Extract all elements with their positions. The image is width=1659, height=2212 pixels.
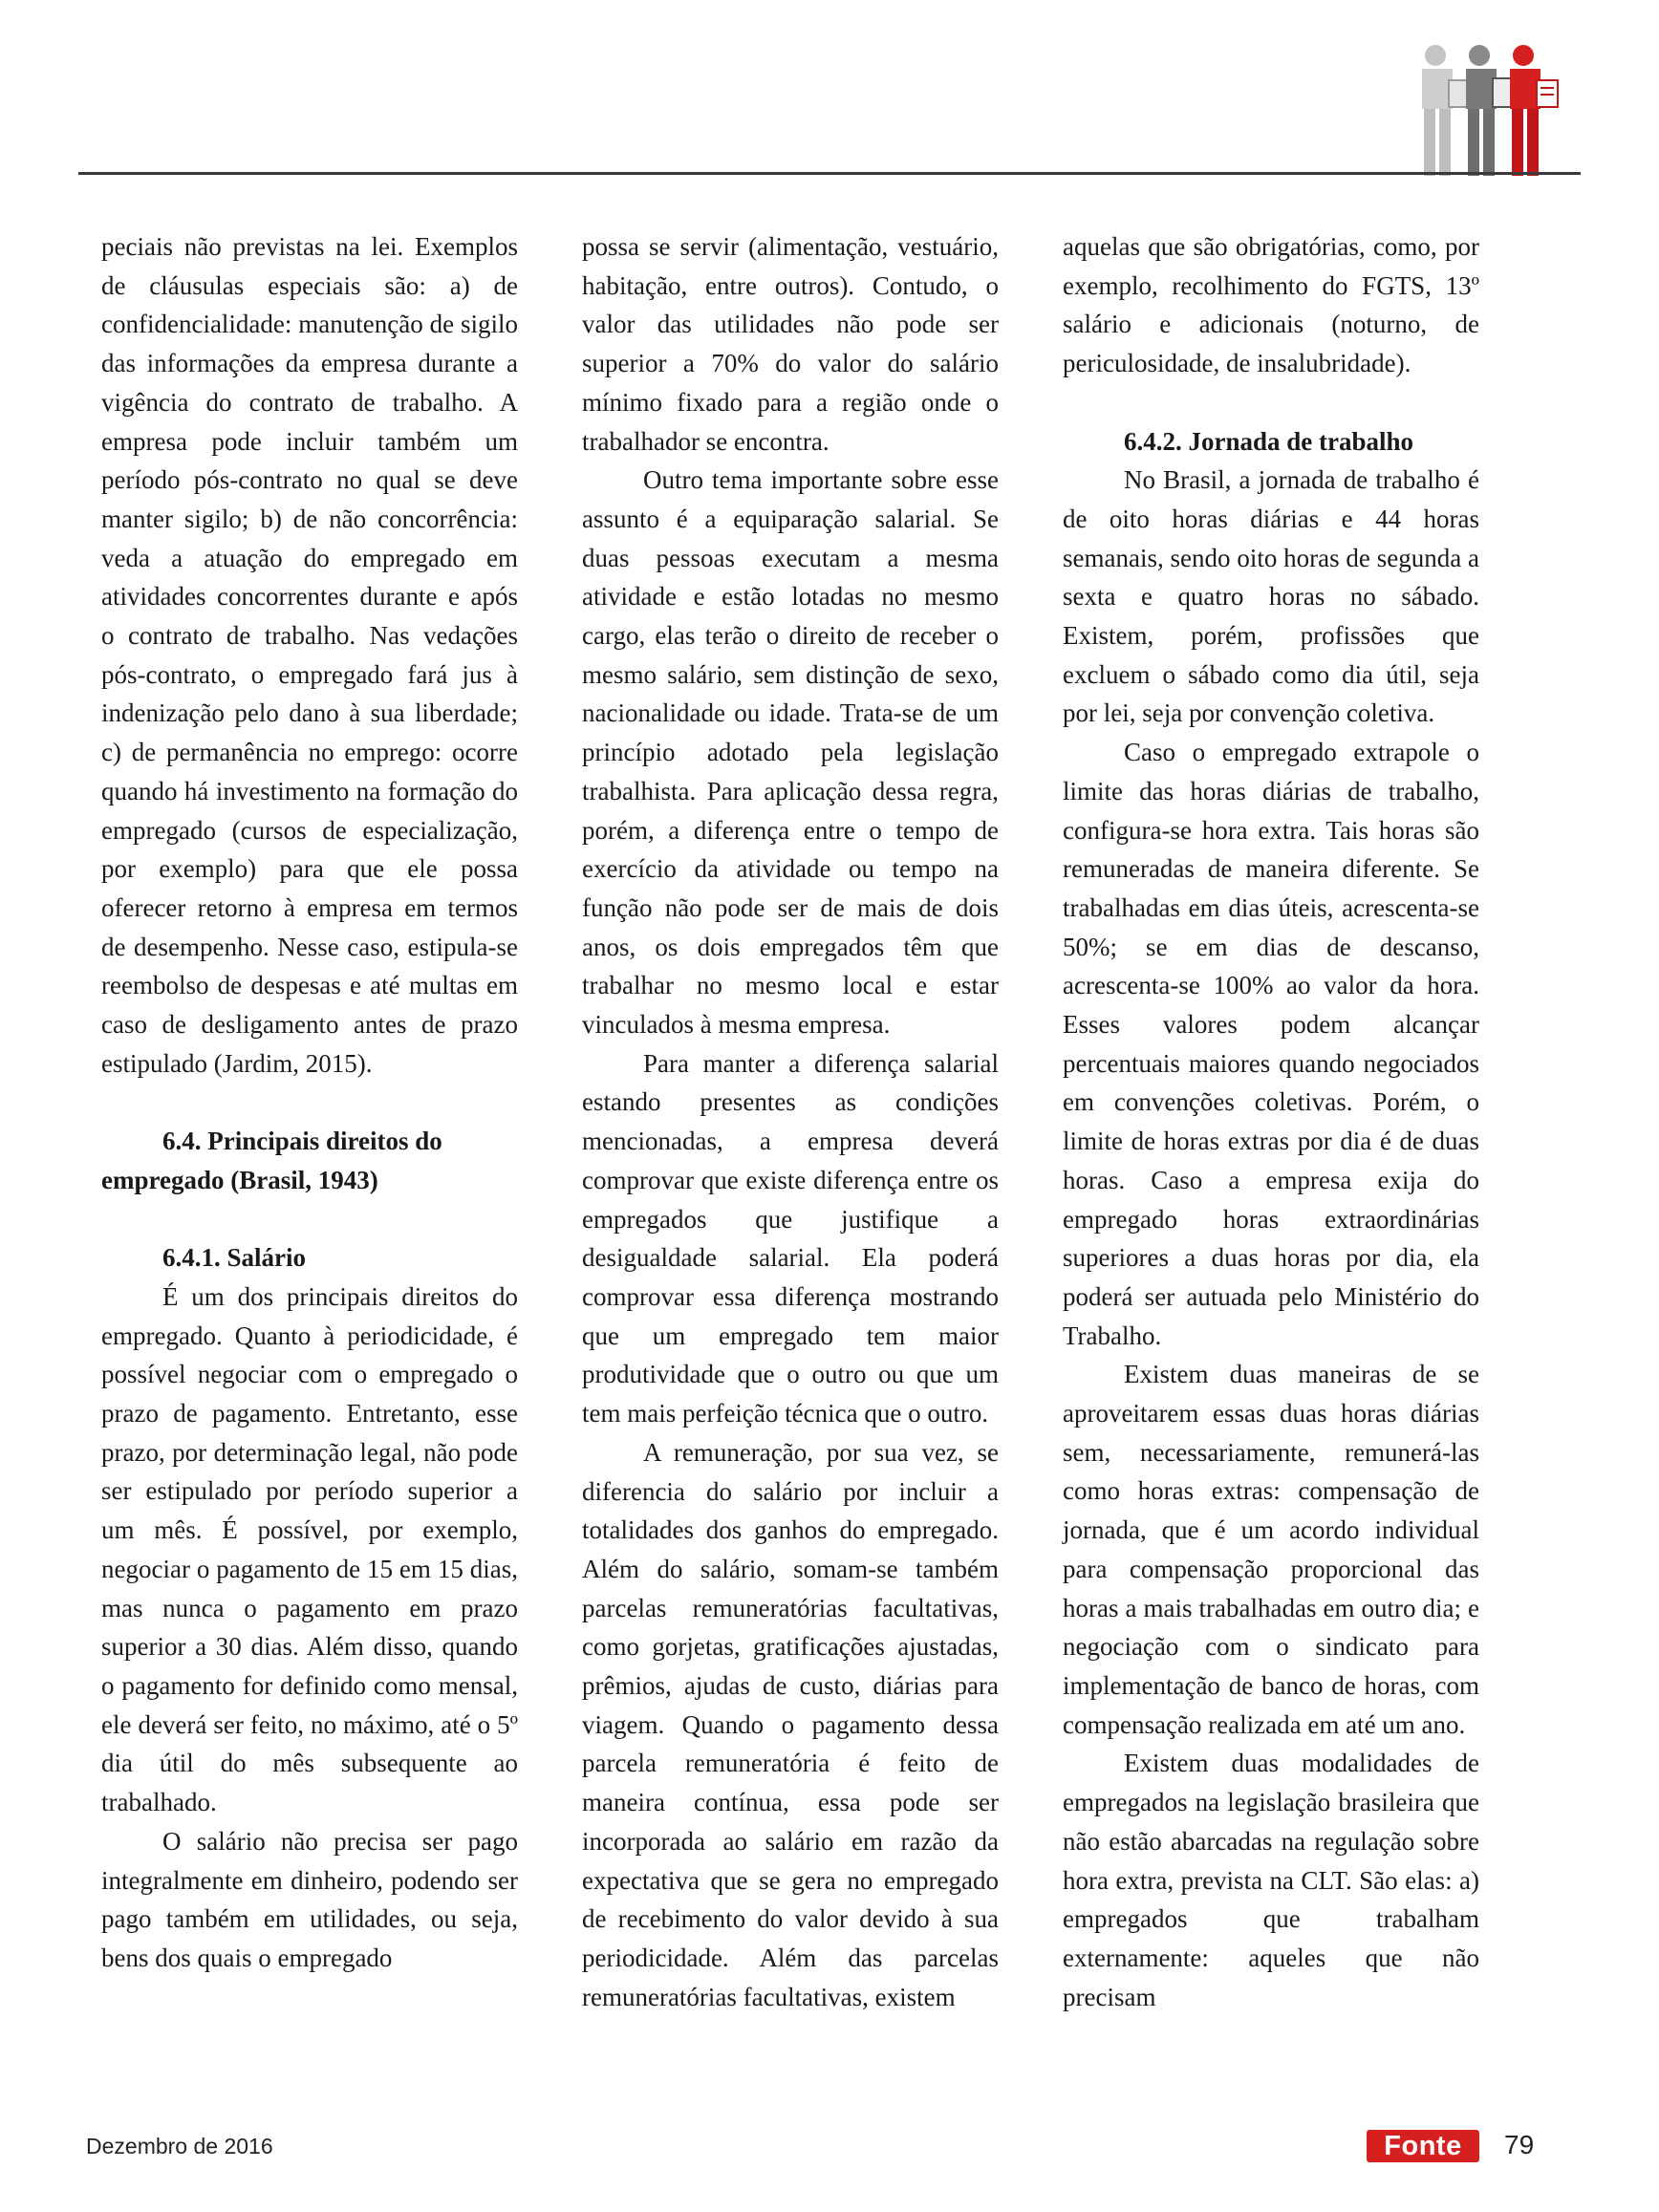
section-heading: 6.4. Principais direitos do empregado (Brasil, 1943) — [101, 1127, 442, 1194]
text-column-3 — [1063, 227, 1479, 2016]
paragraph: A remuneração, por sua vez, se diferencia do salário por incluir a totalidades dos ganhos do empregado. Além do salário, somam-se também parcelas remuneratórias facultativas, como gorjetas, gratificações ajustadas, prêmios, ajudas de custo, diárias para viagem. Quando o pagamento dessa parcela remuneratória é feito de maneira contínua, essa pode ser incorporada ao salário em razão da expectativa que se gera no empregado de recebimento do valor devido à sua periodicidade. Além das parcelas remuneratórias facultativas, existem — [582, 1437, 999, 2011]
issue-date: Dezembro de 2016 — [86, 2134, 273, 2158]
paragraph: Caso o empregado extrapole o limite das horas diárias de trabalho, configura-se hora extra. Tais horas são remuneradas de maneira diferente. Se trabalhadas em dias úteis, acrescenta-se 50%; se em dias de descanso, acrescenta-se 100% ao valor da hora. Esses valores podem alcançar percentuais maiores quando negociados em convenções coletivas. Porém, o limite de horas extras por dia é de duas horas. Caso a empresa exija do empregado horas extraordinárias superiores a duas horas por dia, ela poderá ser autuada pelo Ministério do Trabalho. — [1063, 738, 1479, 1350]
subsection-heading: 6.4.2. Jornada de trabalho — [1124, 426, 1414, 456]
paragraph: aquelas que são obrigatórias, como, por exemplo, recolhimento do FGTS, 13º salário e adicionais (noturno, de periculosidade, de insalubridade). — [1063, 232, 1479, 378]
brand-logo: Fonte — [1367, 2130, 1479, 2162]
paragraph: peciais não previstas na lei. Exemplos de cláusulas especiais são: a) de confidencialidade: manutenção de sigilo das informações da empresa durante a vigência do contrato de trabalho. A empresa pode incluir também um período pós-contrato no qual se deve manter sigilo; b) de não concorrência: veda a atuação do empregado em atividades concorrentes durante e após o contrato de trabalho. Nas vedações pós-contrato, o empregado fará jus à indenização pelo dano à sua liberdade; c) de permanência no emprego: ocorre quando há investimento na formação do empregado (cursos de especialização, por exemplo) para que ele possa oferecer retorno à empresa em termos de desempenho. Nesse caso, estipula-se reembolso de despesas e até multas em caso de desligamento antes de prazo estipulado (Jardim, 2015). — [101, 232, 518, 1078]
spacer — [101, 1200, 518, 1239]
header-rule — [78, 172, 1581, 175]
page-number: 79 — [1504, 2130, 1535, 2159]
paragraph: Existem duas maneiras de se aproveitarem essas duas horas diárias sem, necessariamente, remunerá-las como horas extras: compensação de jornada, que é um acordo individual para compensação proporcional das horas a mais trabalhadas em outro dia; e negociação com o sindicato para implementação de banco de horas, com compensação realizada em até um ano. — [1063, 1360, 1479, 1739]
subsection-heading: 6.4.1. Salário — [162, 1243, 307, 1273]
text-column-1 — [101, 227, 518, 1978]
paragraph: possa se servir (alimentação, vestuário, habitação, entre outros). Contudo, o valor das utilidades não pode ser superior a 70% do valor do salário mínimo fixado para a região onde o trabalhador se encontra. — [582, 232, 999, 456]
spacer — [1063, 383, 1479, 422]
text-column-2 — [582, 227, 999, 2016]
paragraph: O salário não precisa ser pago integralmente em dinheiro, podendo ser pago também em utilidades, ou seja, bens dos quais o empregado — [101, 1826, 518, 1972]
paragraph: No Brasil, a jornada de trabalho é de oito horas diárias e 44 horas semanais, sendo oito horas de segunda a sexta e quatro horas no sábado. Existem, porém, profissões que excluem o sábado como dia útil, seja por lei, seja por convenção coletiva. — [1063, 465, 1479, 728]
three-people-icon — [1414, 42, 1567, 176]
spacer — [101, 1083, 518, 1122]
paragraph: Existem duas modalidades de empregados na legislação brasileira que não estão abarcadas na regulação sobre hora extra, prevista na CLT. São elas: a) empregados que trabalham externamente: aqueles que não precisam — [1063, 1749, 1479, 2011]
paragraph: Para manter a diferença salarial estando presentes as condições mencionadas, a empresa deverá comprovar que existe diferença entre os empregados que justifique a desigualdade salarial. Ela poderá comprovar essa diferença mostrando que um empregado tem maior produtividade que o outro ou que um tem mais perfeição técnica que o outro. — [582, 1048, 999, 1428]
paragraph: É um dos principais direitos do empregado. Quanto à periodicidade, é possível negociar com o empregado o prazo de pagamento. Entretanto, esse prazo, por determinação legal, não pode ser estipulado por período superior a um mês. É possível, por exemplo, negociar o pagamento de 15 em 15 dias, mas nunca o pagamento em prazo superior a 30 dias. Além disso, quando o pagamento for definido como mensal, ele deverá ser feito, no máximo, até o 5º dia útil do mês subsequente ao trabalhado. — [101, 1281, 518, 1817]
paragraph: Outro tema importante sobre esse assunto é a equiparação salarial. Se duas pessoas executam a mesma atividade e estão lotadas no mesmo cargo, elas terão o direito de receber o mesmo salário, sem distinção de sexo, nacionalidade ou idade. Trata-se de um princípio adotado pela legislação trabalhista. Para aplicação dessa regra, porém, a diferença entre o tempo de exercício da atividade ou tempo na função não pode ser de mais de dois anos, os dois empregados têm que trabalhar no mesmo local e estar vinculados à mesma empresa. — [582, 465, 999, 1040]
